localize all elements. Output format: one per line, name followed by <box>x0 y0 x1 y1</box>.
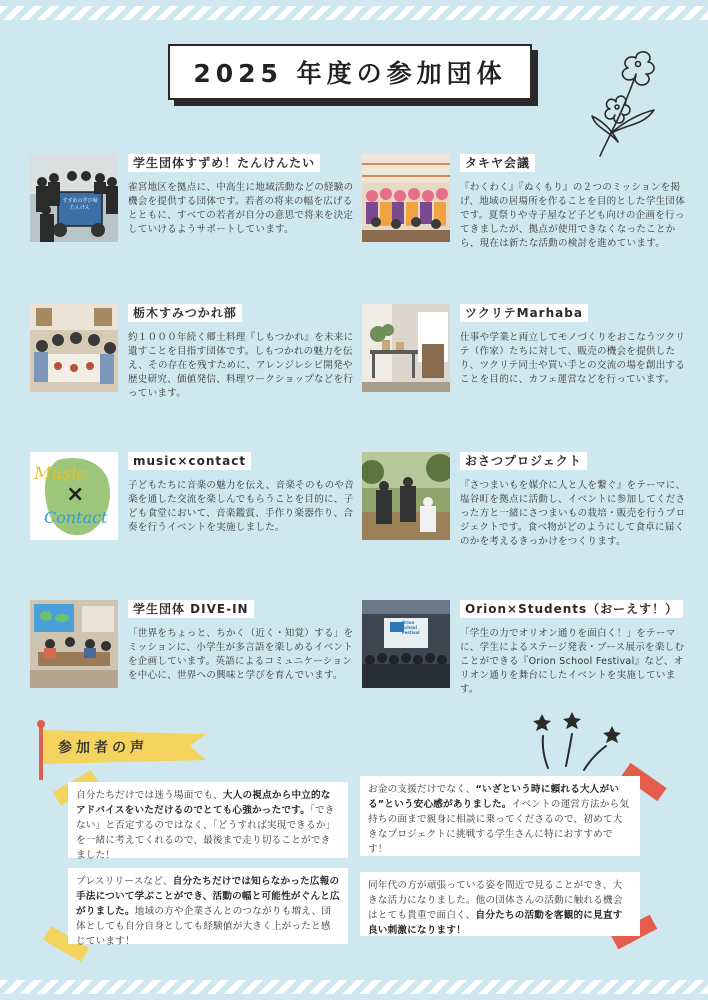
voice-text: プレスリリースなど、 <box>76 876 173 887</box>
voice-highlight: 自分たちの活動を客観的に見直す良い刺激になります！ <box>368 910 623 936</box>
voice-text: イベントの運営方法から気持ちの面まで親身に相談に乗ってくださるので、初めて大きなプロジェクトに挑戦する学生さんに特におすすめです！ <box>368 799 630 855</box>
org-photo-tsukurite <box>362 304 450 392</box>
org-card-suzume <box>30 154 354 254</box>
org-name: 学生団体 DIVE-IN <box>128 600 254 618</box>
stars-decoration-icon <box>528 712 628 774</box>
org-card-takiya <box>362 154 686 254</box>
voice-text: 地域の方や企業さんとのつながりも増え、団体としても自分自身としても経験値が大きく上がったと感じています！ <box>76 906 332 947</box>
org-photo-orion <box>362 600 450 688</box>
org-name: music×contact <box>128 452 251 470</box>
org-card-dive-in <box>30 600 354 700</box>
org-description: 『わくわく』『ぬくもり』の２つのミッションを掲げ、地域の居場所を作ることを目的とした学生団体です。夏祭りや寺子屋など子ども向けの企画を行ってきましたが、拠点が使用できなくなったことから、現在は新たな活動の検討を進めています。 <box>460 182 686 249</box>
bottom-stripe-border <box>0 980 708 994</box>
org-card-tsukurite <box>362 304 686 404</box>
logo-text-cross: × <box>66 482 85 507</box>
org-card-osatsu <box>362 452 686 552</box>
logo-text-music: Music <box>34 464 87 484</box>
org-description: 雀宮地区を拠点に、中高生に地域活動などの経験の機会を提供する団体です。若者の将来の幅を広げるとともに、すべての若者が自分の意思で将来を決定していけるようサポートしています。 <box>128 182 354 235</box>
voice-highlight: “いざという時に頼れる大人がいる”という安心感がありました。 <box>368 784 620 810</box>
org-name: 学生団体すずめ！たんけんたい <box>128 154 320 172</box>
org-photo-suzume <box>30 154 118 242</box>
org-photo-sumitsukare <box>30 304 118 392</box>
org-card-orion-students <box>362 600 685 700</box>
voice-card-1 <box>68 782 348 861</box>
org-photo-takiya <box>362 154 450 242</box>
voices-heading: 参加者の声 <box>58 740 148 756</box>
voice-text: お金の支援だけでなく、 <box>368 784 476 795</box>
org-description: 約１０００年続く郷土料理『しもつかれ』を未来に遺すことを目指す団体です。しもつかれの魅力を伝え、その存在を残すために、アレンジレシピ開発や歴史研究、価値発信、料理ワークショップなどを行っています。 <box>128 332 354 399</box>
voice-card-3 <box>68 868 348 947</box>
org-description: 「世界をちょっと、ちかく（近く・知覚）する」をミッションに、小学生が多言語を楽しめるイベントを企画しています。英語によるコミュニケーションを中心に、世界への興味と学びを育んでいます。 <box>128 628 354 681</box>
voice-highlight: 大人の視点から中立的なアドバイスをいただけるのでとても心強かったです。 <box>76 790 331 816</box>
org-photo-dive-in <box>30 600 118 688</box>
orion-screen-text: Orion School Festival <box>402 620 420 635</box>
voice-card-2 <box>360 776 640 856</box>
voice-text: 自分たちだけでは迷う場面でも、 <box>76 790 223 801</box>
org-name: おさつプロジェクト <box>460 452 587 470</box>
voice-text: 同年代の方が頑張っている姿を間近で見ることができ、大きな活力になりました。他の団体さんの活動に触れる機会はとても貴重で面白く、 <box>368 880 623 921</box>
top-stripe-border <box>0 6 708 20</box>
org-description: 『さつまいもを媒介に人と人を繋ぐ』をテーマに、塩谷町を拠点に活動し、イベントに参加してくださった方と一緒にさつまいもの栽培・販売を行うプロジェクトです。食べ物がどのようにして食卓に届くのかを考えるきっかけをつくります。 <box>460 480 686 547</box>
org-photo-banner: すずめの学び場たんけん <box>62 198 98 211</box>
flower-illustration-icon <box>588 44 668 159</box>
org-name: Orion×Students（おーえす！） <box>460 600 683 618</box>
org-description: 「学生の力でオリオン通りを面白く！」をテーマに、学生によるステージ発表・ブース展示を楽しむことができる『Orion School Festival』など、オリオン通りを舞台にしたイベントを実施しています。 <box>460 628 685 695</box>
org-description: 子どもたちに音楽の魅力を伝え、音楽そのものや音楽を通した交流を楽しんでもらうことを目的に、子ども食堂において、音楽鑑賞、手作り楽器作り、合奏を行うイベントを実施しました。 <box>128 480 354 533</box>
voice-card-4 <box>360 872 640 936</box>
org-photo-osatsu <box>362 452 450 540</box>
org-logo-music-contact <box>30 452 118 540</box>
logo-text-contact: Contact <box>44 508 108 527</box>
org-name: ツクリテMarhaba <box>460 304 588 322</box>
org-name: タキヤ会議 <box>460 154 535 172</box>
voice-highlight: 自分たちだけでは知らなかった広報の手法について学ぶことができ、活動の幅と可能性がぐんと広がりました。 <box>76 876 340 917</box>
org-description: 仕事や学業と両立してモノづくりをおこなうツクリテ（作家）たちに対して、販売の機会を提供したり、ツクリテ同士や買い手との交流の場を創出することを目的に、カフェ運営などを行っています。 <box>460 332 686 385</box>
page-title: 2025 年度の参加団体 <box>168 44 532 100</box>
org-card-sumitsukare <box>30 304 354 404</box>
org-name: 栃木すみつかれ部 <box>128 304 242 322</box>
voice-text: 「できない」と否定するのではなく、「どうすれば実現できるか」を一緒に考えてくれるので、最後まで走り切ることができました！ <box>76 805 336 861</box>
page-title-block <box>168 44 538 106</box>
org-card-music-contact <box>30 452 354 552</box>
